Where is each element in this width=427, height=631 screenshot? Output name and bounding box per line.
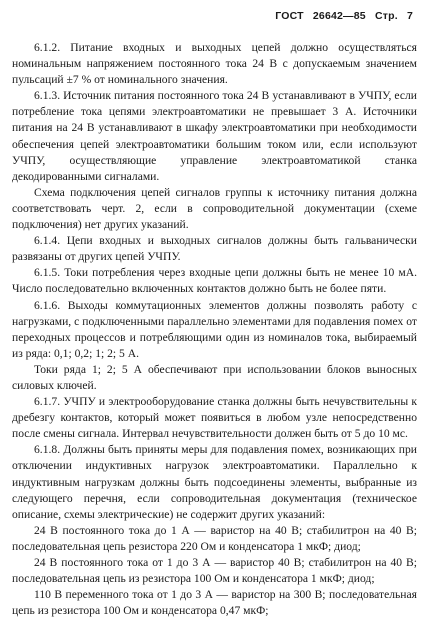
paragraph-6-1-4: 6.1.4. Цепи входных и выходных сигналов должны быть гальванически развязаны от других цепей УЧПУ. — [12, 234, 417, 264]
list-item-24v-1-to-3a: 24 В постоянного тока от 1 до 3 А — варистор 40 В; стабилитрон на 40 В; последовательная цепь из резистора 100 Ом и конденсатора 1 мкФ; диод; — [12, 556, 417, 586]
standard-number: 26642—85 — [312, 10, 366, 22]
paragraph-6-1-8: 6.1.8. Должны быть приняты меры для подавления помех, возникающих при отключении индуктивных нагрузок электроавтоматики. Параллельно к индуктивным нагрузкам должны быть подсоединены элементы, выбранные из следующего перечня, если сопроводительная документация (техническое описание, схемы электрические) не содержит других указаний: — [12, 443, 417, 521]
list-item-24v-to-1a: 24 В постоянного тока до 1 А — варистор на 40 В; стабилитрон на 40 В; последовательная цепь резистора 220 Ом и конденсатора 1 мкФ; диод; — [12, 523, 417, 553]
paragraph-connection-scheme: Схема подключения цепей сигналов группы к источнику питания должна соответствовать черт. 2, если в сопроводительной документации (схеме подключения) нет других указаний. — [12, 185, 417, 232]
standard-label: ГОСТ — [275, 10, 304, 22]
paragraph-current-series: Токи ряда 1; 2; 5 А обеспечивают при использовании блоков выносных силовых ключей. — [12, 362, 417, 392]
paragraph-6-1-2: 6.1.2. Питание входных и выходных цепей должно осуществляться номинальным напряжением постоянного тока 24 В с допускаемым значением пульсаций ±7 % от номинального значения. — [12, 41, 417, 87]
page-label: Стр. — [374, 10, 398, 22]
list-item-110v-ac: 110 В переменного тока от 1 до 3 А — варистор на 300 В; последовательная цепь из резистора 100 Ом и конденсатора 0,47 мкФ; — [12, 588, 417, 618]
page-number: 7 — [406, 10, 413, 22]
paragraph-6-1-5: 6.1.5. Токи потребления через входные цепи должны быть не менее 10 мА. Число последовательно включенных контактов должно быть не более пяти. — [12, 266, 417, 296]
paragraph-6-1-6: 6.1.6. Выходы коммутационных элементов должны позволять работу с нагрузками, с подключенными параллельно элементами для подавления помех от переходных процессов и потребляющими один из номиналов тока, выбираемый из ряда: 0,1; 0,2; 1; 2; 5 А. — [12, 298, 417, 360]
paragraph-6-1-3: 6.1.3. Источник питания постоянного тока 24 В устанавливают в УЧПУ, если потребление тока цепями электроавтоматики не превышает 3 А. Источники питания на 24 В устанавливают в шкафу электроавтоматики при необходимости обеспечения цепей электроавтоматики большим током или, если используют УЧПУ, осуществляющие управление электроавтоматикой станка декодированными сигналами. — [12, 89, 417, 183]
body-text — [12, 40, 417, 619]
paragraph-6-1-7: 6.1.7. УЧПУ и электрооборудование станка должны быть нечувствительны к дребезгу контактов, который может появиться в любом узле непосредственно после смены сигнала. Интервал нечувствительности должен быть от 5 до 10 мс. — [12, 395, 417, 441]
page-header — [269, 10, 413, 22]
